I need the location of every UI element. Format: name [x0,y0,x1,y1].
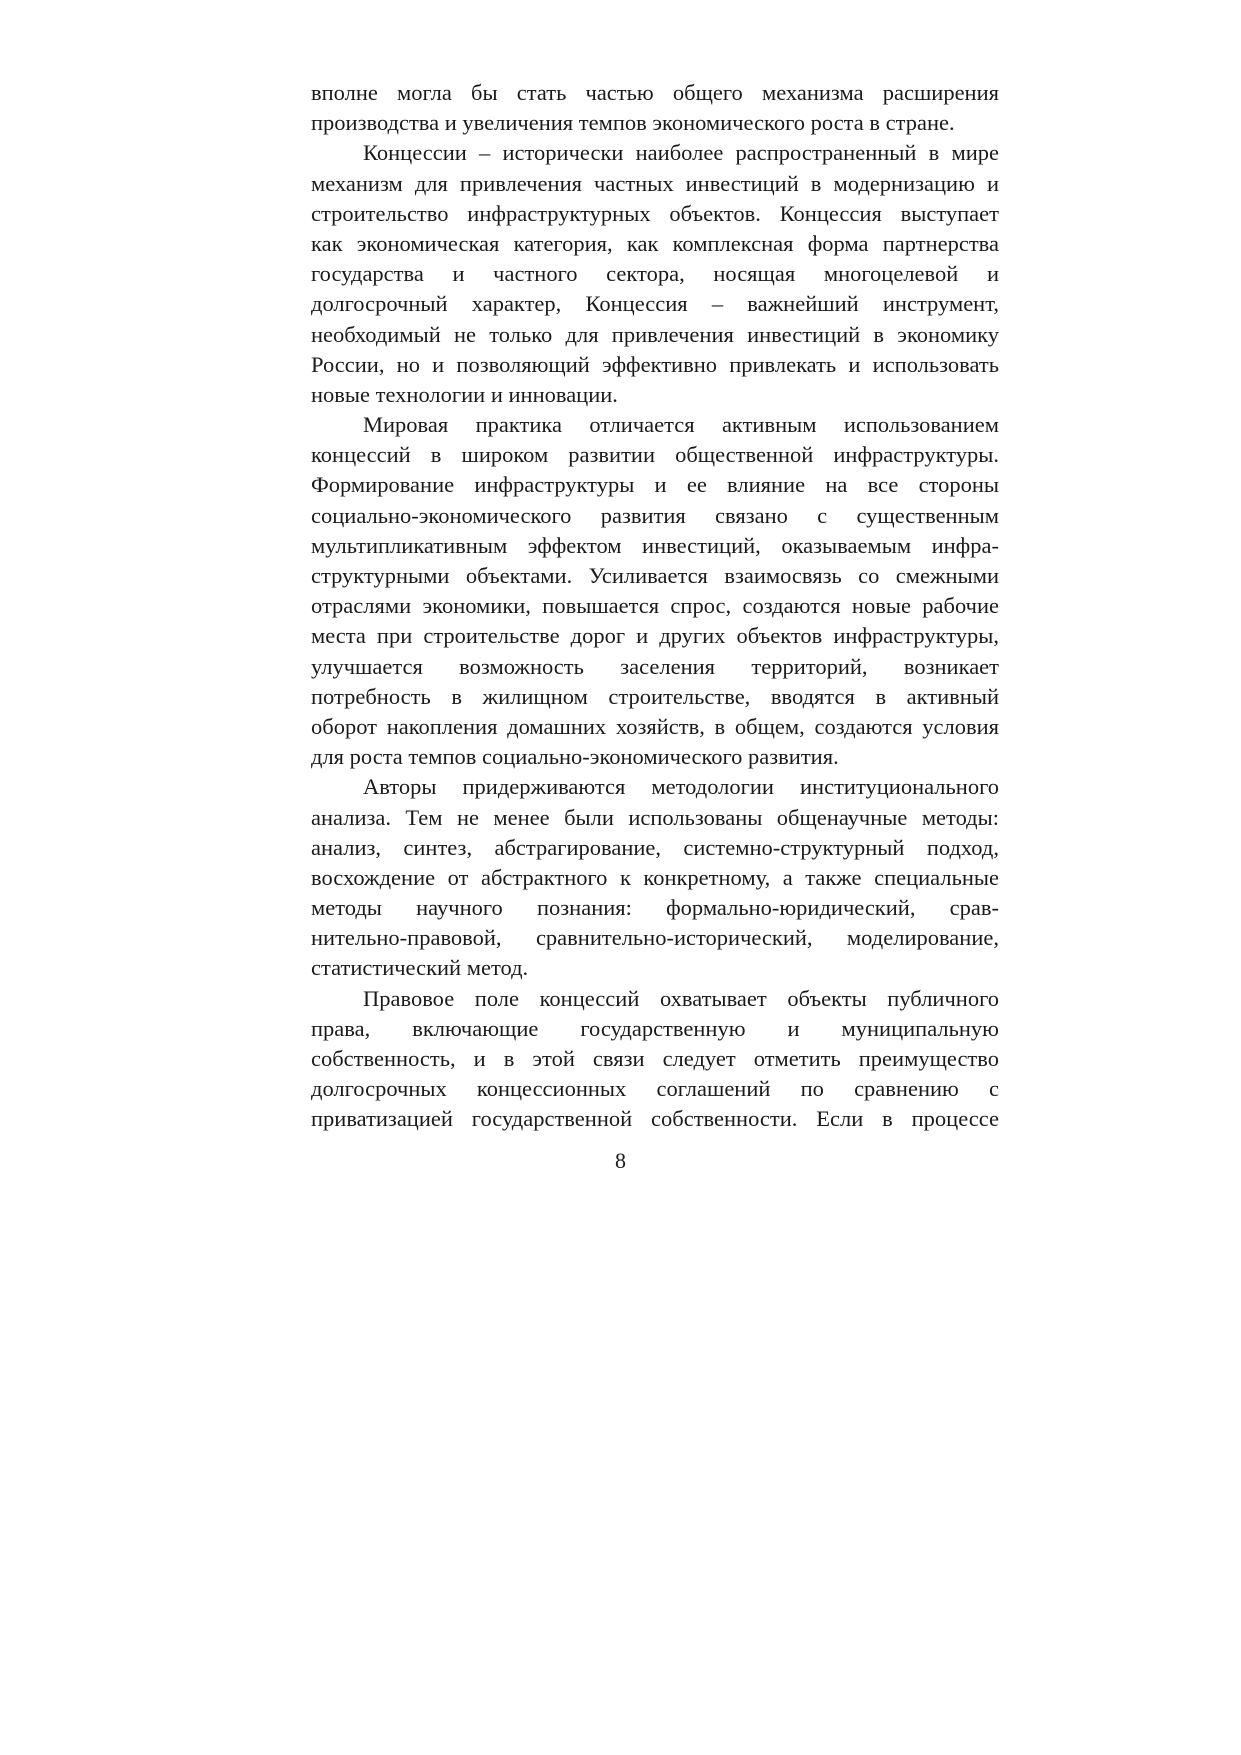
text-line: анализа. Тем не менее были использованы общенаучные методы: [311,804,999,830]
paragraph [311,410,999,772]
text-line: Концессии – исторически наиболее распространенный в мире [363,140,999,166]
text-line: необходимый не только для привлечения инвестиций в экономику [311,321,999,347]
text-line: новые технологии и инновации. [311,381,618,407]
text-line: механизм для привлечения частных инвестиций в модернизацию и [311,170,999,196]
text-line: производства и увеличения темпов экономического роста в стране. [311,110,955,136]
text-line: методы научного познания: формально-юридический, срав- [311,895,999,921]
text-line: потребность в жилищном строительстве, вводятся в активный [311,683,999,709]
text-line: долгосрочный характер, Концессия – важнейший инструмент, [311,291,999,317]
text-line: мультипликативным эффектом инвестиций, оказываемым инфра- [311,532,999,558]
text-line: оборот накопления домашних хозяйств, в общем, создаются условия [311,713,999,739]
paragraph [311,138,999,410]
text-line: концессий в широком развитии общественной инфраструктуры. [311,442,999,468]
text-line: места при строительстве дорог и других объектов инфраструктуры, [311,623,999,649]
text-line: анализ, синтез, абстрагирование, системно-структурный подход, [311,834,999,860]
text-line: для роста темпов социально-экономического развития. [311,744,839,770]
text-line: восхождение от абстрактного к конкретному, а также специальные [311,864,999,890]
paragraph [311,78,999,138]
text-line: социально-экономического развития связано с существенным [311,502,999,528]
text-line: Формирование инфраструктуры и ее влияние на все стороны [311,472,999,498]
text-line: приватизацией государственной собственности. Если в процессе [311,1106,999,1132]
text-line: права, включающие государственную и муниципальную [311,1015,999,1041]
text-line: как экономическая категория, как комплексная форма партнерства [311,230,999,256]
text-line: Правовое поле концессий охватывает объекты публичного [363,985,999,1011]
text-line: Авторы придерживаются методологии институционального [363,774,999,800]
paragraph [311,984,999,1135]
text-line: собственность, и в этой связи следует отметить преимущество [311,1046,999,1071]
text-line: улучшается возможность заселения территорий, возникает [311,653,999,679]
text-line: нительно-правовой, сравнительно-исторический, моделирование, [311,925,999,951]
text-line: вполне могла бы стать частью общего механизма расширения [311,80,999,105]
text-line: отраслями экономики, повышается спрос, создаются новые рабочие [311,593,999,619]
text-line: структурными объектами. Усиливается взаимосвязь со смежными [311,563,999,588]
text-line: долгосрочных концессионных соглашений по сравнению с [311,1076,999,1102]
text-line: строительство инфраструктурных объектов. Концессия выступает [311,200,999,226]
paragraph [311,772,999,983]
text-line: Мировая практика отличается активным использованием [363,412,999,438]
body-text [311,78,999,1135]
page-number: 8 [615,1148,626,1173]
text-line: статистический метод. [311,955,529,981]
text-line: государства и частного сектора, носящая многоцелевой и [311,261,999,287]
text-line: России, но и позволяющий эффективно привлекать и использовать [311,351,999,377]
